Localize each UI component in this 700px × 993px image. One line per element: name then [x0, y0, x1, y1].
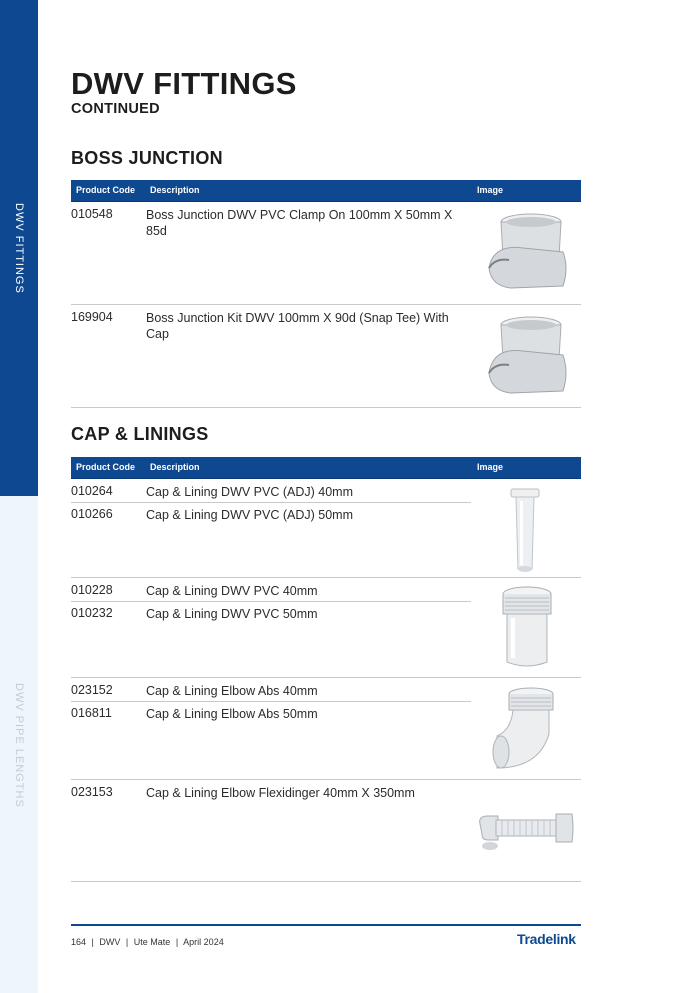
- product-code: 016811: [71, 706, 112, 720]
- product-code: 010266: [71, 507, 113, 521]
- product-group: [71, 678, 581, 780]
- product-group: [71, 479, 581, 578]
- product-description: Cap & Lining DWV PVC (ADJ) 40mm: [146, 485, 354, 499]
- header-product-code: Product Code: [76, 462, 136, 472]
- table-header: [71, 457, 581, 479]
- boss-junction-table: [71, 180, 581, 408]
- footer-section: DWV: [99, 937, 121, 947]
- header-image: Image: [477, 462, 504, 472]
- header-description: Description: [150, 462, 200, 472]
- page-number: 164: [71, 937, 87, 947]
- product-code: 023153: [71, 785, 113, 799]
- side-tab-label-dwv-fittings[interactable]: DWV FITTINGS: [13, 203, 25, 294]
- product-code: 010232: [71, 606, 113, 620]
- page-title: DWV FITTINGS: [71, 66, 297, 101]
- product-description: Boss Junction DWV PVC Clamp On 100mm X 50mm X 85d: [146, 208, 453, 238]
- tradelink-logo[interactable]: Tradelink: [517, 931, 576, 947]
- product-description: Cap & Lining Elbow Abs 40mm: [146, 684, 318, 698]
- product-description: Cap & Lining DWV PVC 50mm: [146, 607, 318, 621]
- product-description: Cap & Lining Elbow Abs 50mm: [146, 707, 318, 721]
- cap-lining-adj-icon: [507, 487, 543, 575]
- boss-junction-kit-icon: [483, 311, 573, 401]
- footer-text: 164 | DWV | Ute Mate | April 2024: [71, 937, 224, 947]
- side-nav: [0, 0, 38, 993]
- footer-rule: [71, 924, 581, 926]
- product-code: 023152: [71, 683, 113, 697]
- footer-publication: Ute Mate: [133, 937, 171, 947]
- boss-junction-icon: [483, 208, 573, 296]
- header-description: Description: [150, 185, 200, 195]
- section-title-boss-junction: BOSS JUNCTION: [71, 148, 223, 168]
- header-image: Image: [477, 185, 504, 195]
- product-code: 010264: [71, 484, 113, 498]
- table-row: [71, 780, 581, 803]
- table-row: [71, 502, 581, 525]
- product-code: 010228: [71, 583, 113, 597]
- table-row: [71, 479, 581, 502]
- cap-linings-table: [71, 457, 581, 882]
- product-group: [71, 578, 581, 678]
- product-group: [71, 780, 581, 882]
- product-description: Cap & Lining DWV PVC (ADJ) 50mm: [146, 508, 354, 522]
- product-description: Cap & Lining Elbow Flexidinger 40mm X 350mm: [146, 786, 415, 800]
- product-group: [71, 202, 581, 305]
- section-title-cap-linings: CAP & LININGS: [71, 424, 209, 444]
- side-tab-label-dwv-pipe-lengths[interactable]: DWV PIPE LENGTHS: [13, 683, 25, 808]
- cap-lining-pvc-icon: [497, 584, 557, 672]
- header-product-code: Product Code: [76, 185, 136, 195]
- product-description: Boss Junction Kit DWV 100mm X 90d (Snap Tee) With Cap: [146, 311, 449, 341]
- product-group: [71, 305, 581, 408]
- product-code: 169904: [71, 310, 113, 324]
- page-subtitle: CONTINUED: [71, 101, 160, 117]
- cap-lining-elbow-icon: [489, 684, 559, 774]
- product-code: 010548: [71, 207, 113, 221]
- table-header: [71, 180, 581, 202]
- flexidinger-icon: [476, 806, 576, 854]
- footer-date: April 2024: [183, 937, 224, 947]
- product-description: Cap & Lining DWV PVC 40mm: [146, 584, 318, 598]
